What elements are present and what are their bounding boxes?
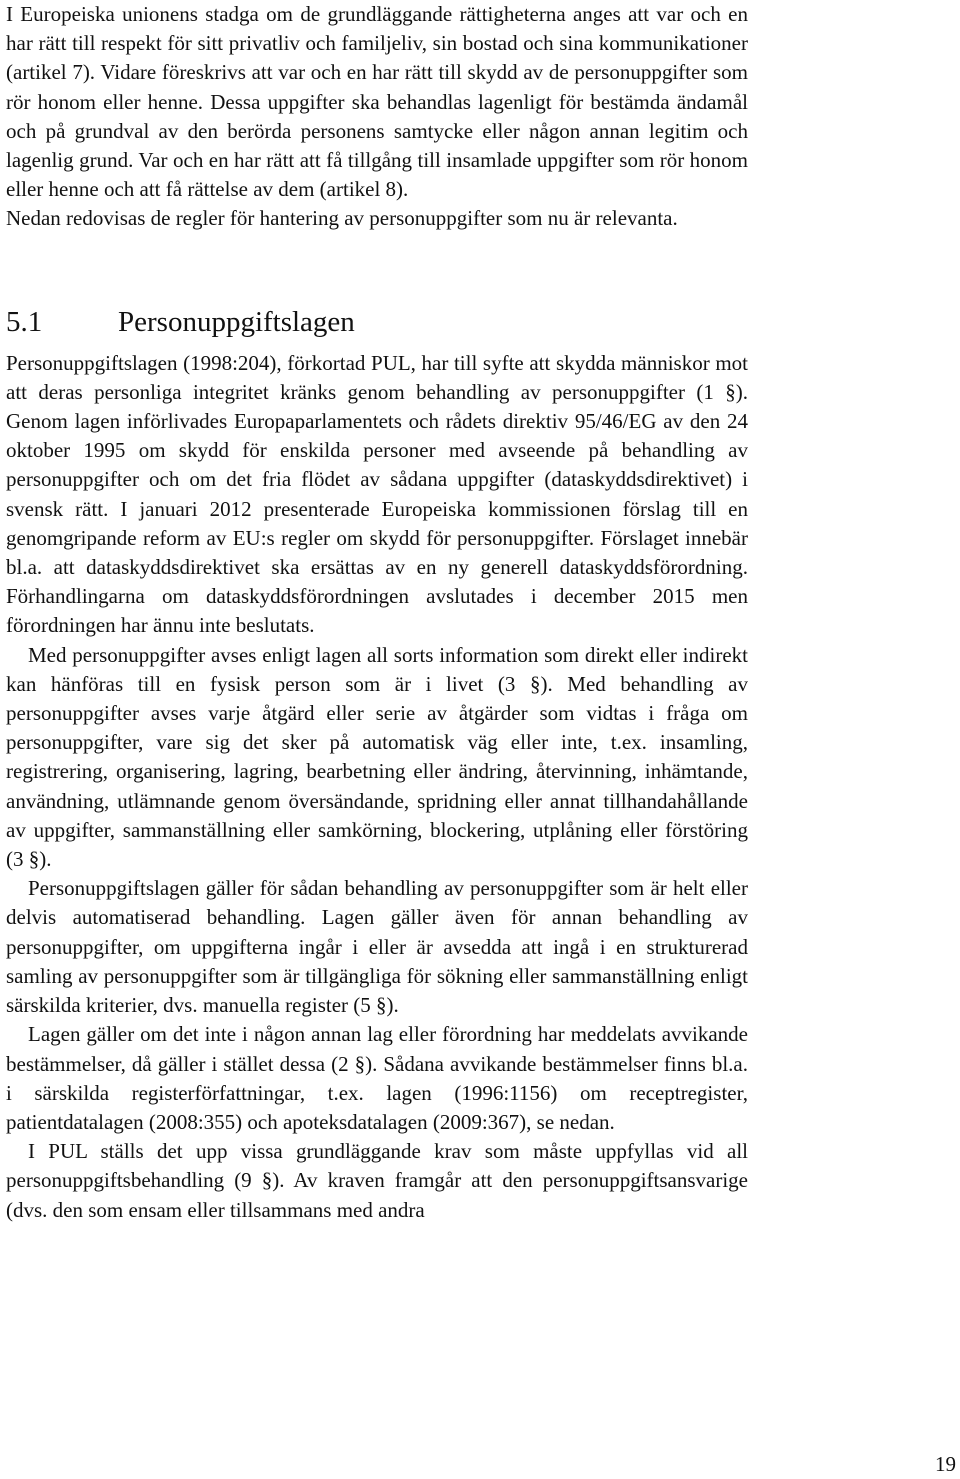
document-page bbox=[6, 0, 748, 1225]
section-heading bbox=[6, 304, 748, 340]
section-paragraph-1: Personuppgiftslagen (1998:204), förkortad PUL, har till syfte att skydda människor mot att deras personliga integritet kränks genom behandling av personuppgifter (1 §). Genom lagen införlivades Europaparlamentets och rådets direktiv 95/46/EG av den 24 oktober 1995 om skydd för enskilda personer med avseende på behandling av personuppgifter och om det fria flödet av sådana uppgifter (dataskyddsdirektivet) i svensk rätt. I januari 2012 presenterade Europeiska kommissionen förslag till en genomgripande reform av EU:s regler om skydd för personuppgifter. Förslaget innebär bl.a. att dataskyddsdirektivet ska ersättas av en ny generell dataskyddsförordning. Förhandlingarna om dataskyddsförordningen avslutades i december 2015 men förordningen har ännu inte beslutats. bbox=[6, 350, 748, 638]
section-paragraph-3: Personuppgiftslagen gäller för sådan behandling av personuppgifter som är helt eller delvis automatiserad behandling. Lagen gäller även för annan behandling av personuppgifter, om uppgifterna ingår i eller är avsedda att ingå i en strukturerad samling av personuppgifter som är tillgängliga för sökning eller sammanställning enligt särskilda kriterier, dvs. manuella register (5 §). bbox=[6, 876, 748, 1018]
page-number: 19 bbox=[935, 1452, 956, 1476]
section-paragraph-4: Lagen gäller om det inte i någon annan lag eller förordning har meddelats avvikande bestämmelser, då gäller i stället dessa (2 §). Sådana avvikande bestämmelser finns bl.a. i särskilda registerförfattningar, t.ex. lagen (1996:1156) om receptregister, patientdatalagen (2008:355) och apoteksdatalagen (2009:367), se nedan. bbox=[6, 1022, 748, 1134]
intro-paragraph-1: I Europeiska unionens stadga om de grundläggande rättigheterna anges att var och en har rätt till respekt för sitt privatliv och familjeliv, sin bostad och sina kommunikationer (artikel 7). Vidare föreskrivs att var och en har rätt till skydd av de personuppgifter som rör honom eller henne. Dessa uppgifter ska behandlas lagenligt för bestämda ändamål och på grundval av den berörda personens samtycke eller någon annan legitim och lagenlig grund. Var och en har rätt att få tillgång till insamlade uppgifter som rör honom eller henne och att få rättelse av dem (artikel 8). bbox=[6, 2, 748, 202]
section-body bbox=[6, 349, 748, 1225]
section-paragraph-2: Med personuppgifter avses enligt lagen all sorts information som direkt eller indirekt kan hänföras till en fysisk person som är i livet (3 §). Med behandling av personuppgifter avses varje åtgärd eller serie av åtgärder som vidtas i fråga om personuppgifter, vare sig det sker på automatisk väg eller inte, t.ex. insamling, registrering, organisering, lagring, bearbetning eller ändring, återvinning, inhämtande, användning, utlämnande genom översändande, spridning eller annat tillhandahållande av uppgifter, sammanställning eller samkörning, blockering, utplåning eller förstöring (3 §). bbox=[6, 642, 748, 872]
intro-paragraph-2: Nedan redovisas de regler för hantering av personuppgifter som nu är relevanta. bbox=[6, 206, 678, 231]
section-number: 5.1 bbox=[6, 305, 43, 338]
section-paragraph-5: I PUL ställs det upp vissa grundläggande krav som måste uppfyllas vid all personuppgiftsbehandling (9 §). Av kraven framgår att den personuppgiftsansvarige (dvs. den som ensam eller tillsammans med andra bbox=[6, 1139, 748, 1222]
intro-block bbox=[6, 0, 748, 234]
section-title: Personuppgiftslagen bbox=[118, 305, 355, 338]
